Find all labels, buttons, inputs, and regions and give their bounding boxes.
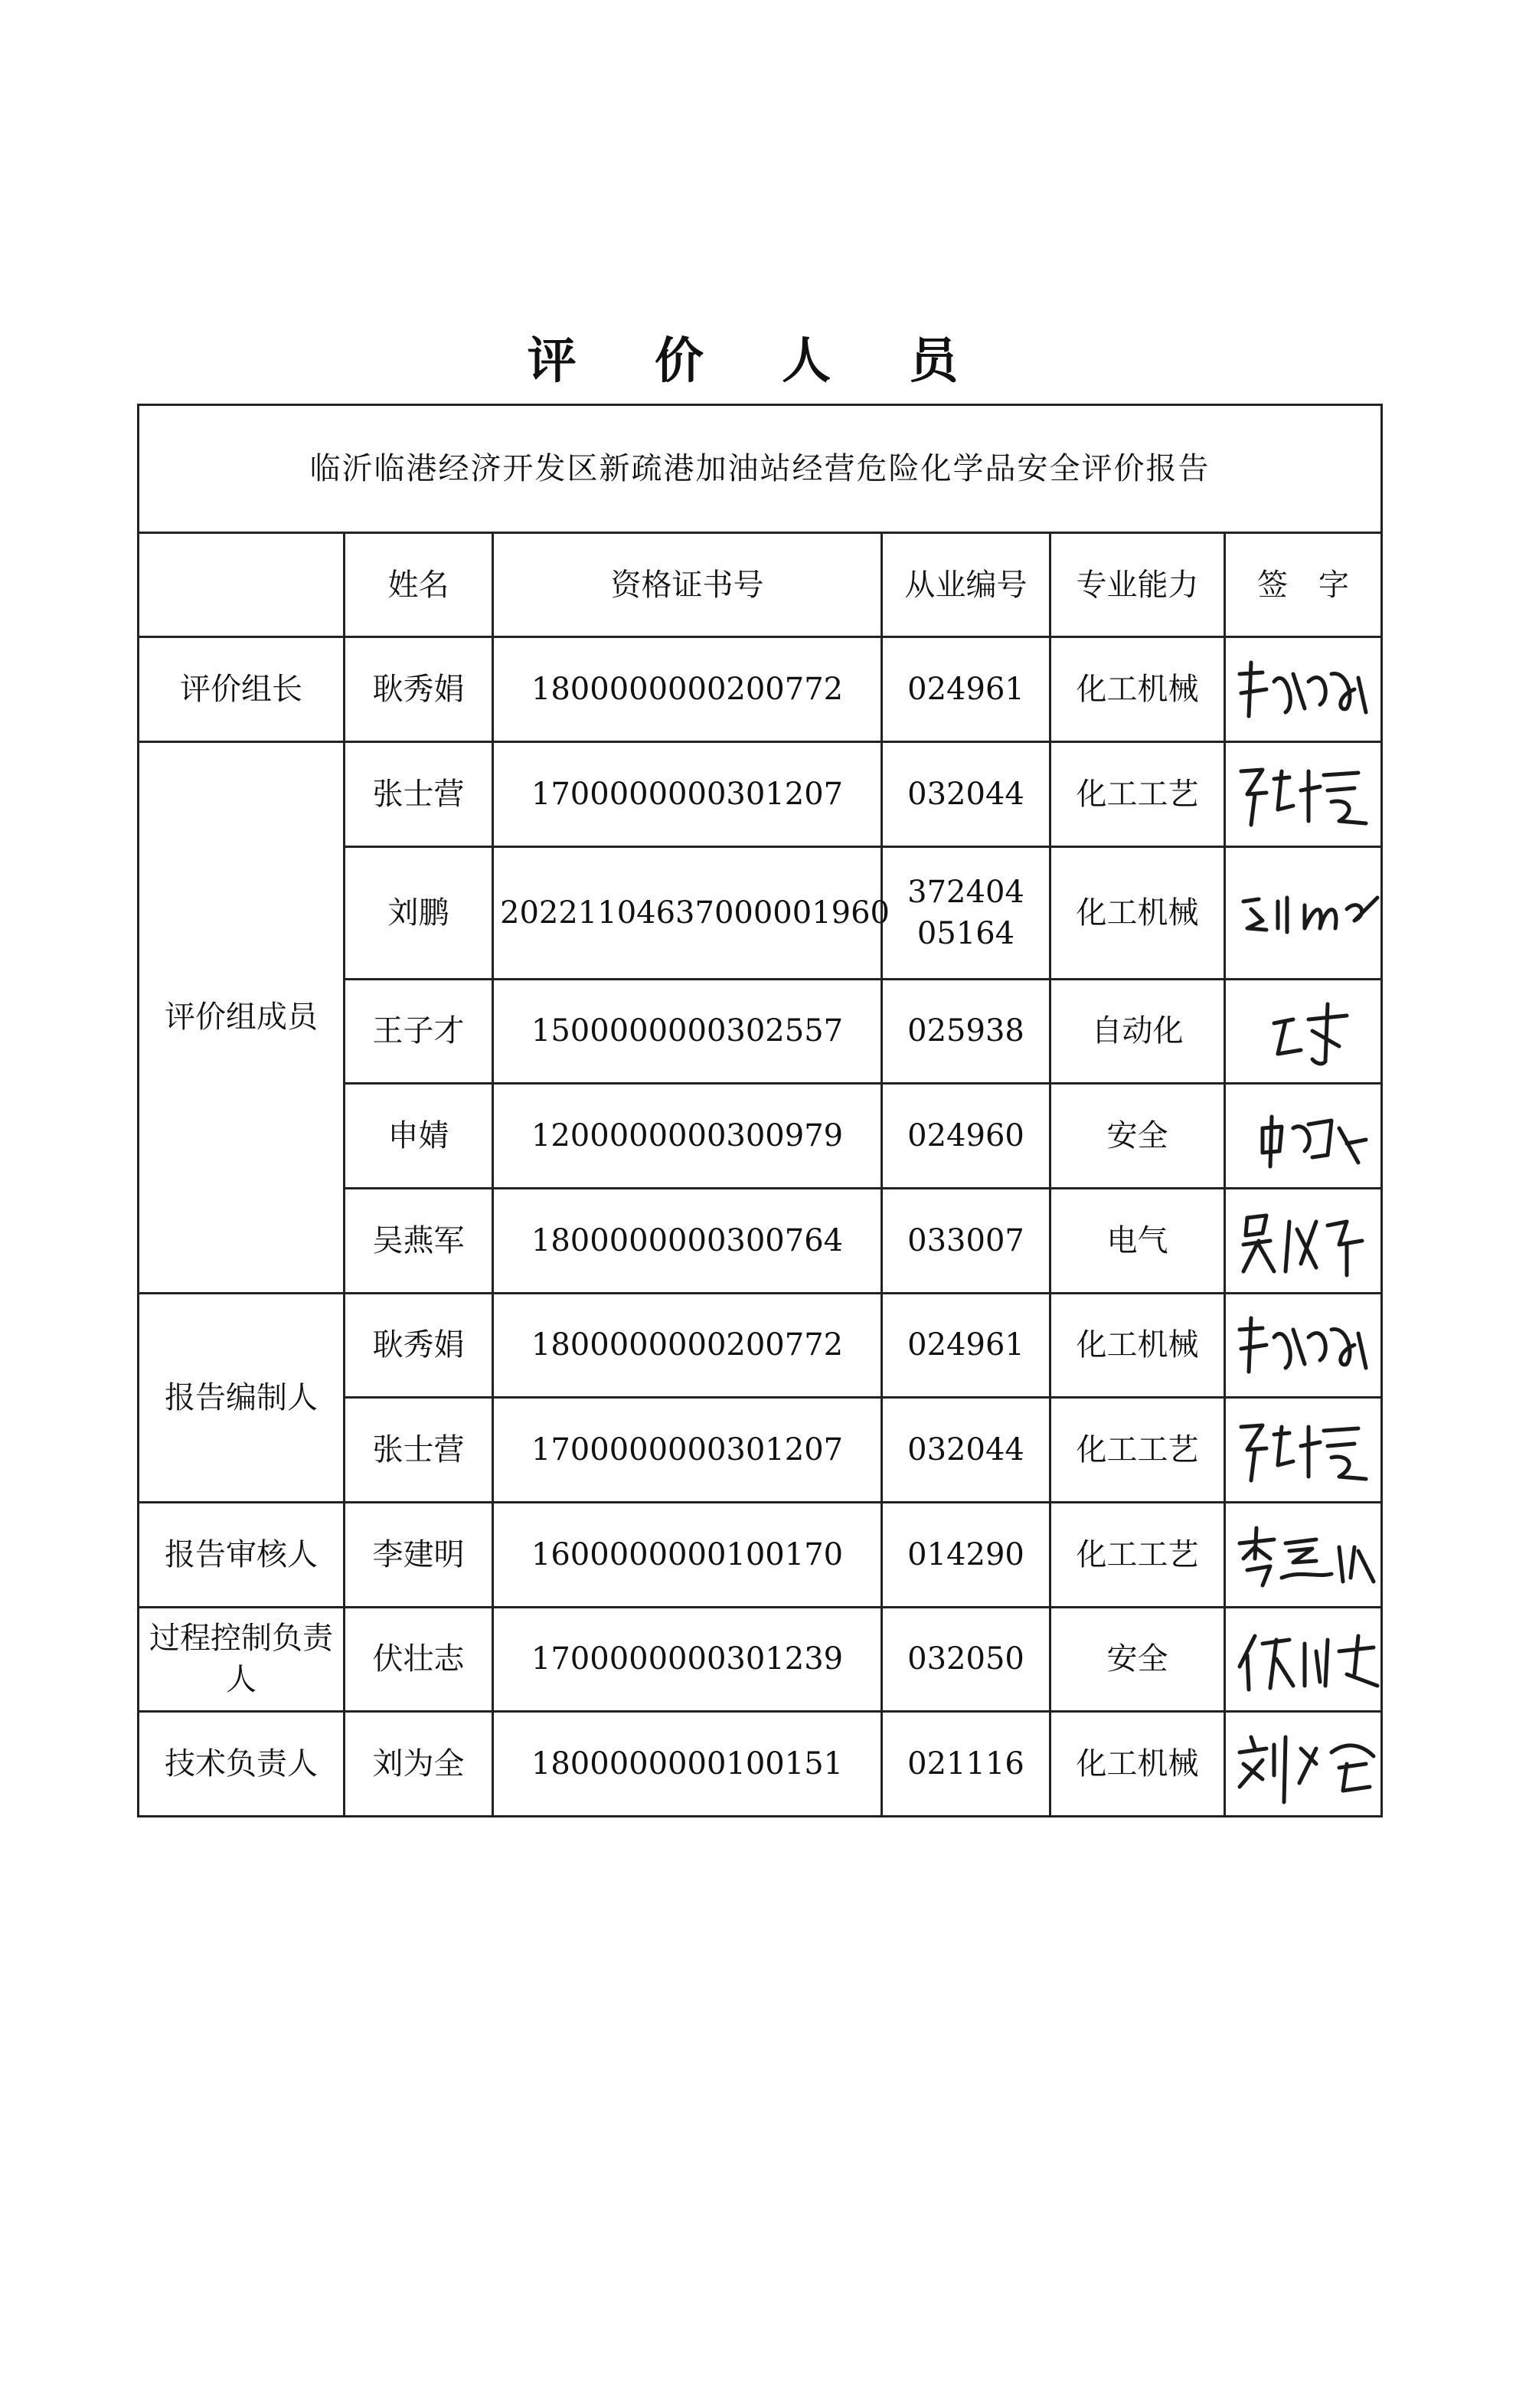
signature-cell (1225, 742, 1382, 847)
handwritten-signature-icon (1232, 1722, 1385, 1806)
header-cert: 资格证书号 (493, 532, 882, 637)
practice-line-2: 05164 (916, 915, 1015, 951)
cell-practice: 014290 (882, 1502, 1050, 1607)
cell-cert: 1700000000301239 (493, 1607, 882, 1712)
cell-practice: 024961 (882, 637, 1050, 742)
handwritten-signature-icon (1232, 756, 1377, 833)
cell-specialty: 化工机械 (1050, 1293, 1225, 1398)
signature-cell (1225, 1293, 1382, 1398)
table-row (139, 637, 1382, 742)
role-author: 报告编制人 (139, 1293, 345, 1502)
cell-cert: 1800000000200772 (493, 1293, 882, 1398)
page-title: 评 价 人 员 (527, 332, 989, 390)
table-row (139, 742, 1382, 847)
cell-cert: 20221104637000001960 (493, 846, 882, 979)
signature-cell (1225, 1502, 1382, 1607)
cell-practice: 032044 (882, 742, 1050, 847)
cell-practice: 033007 (882, 1188, 1050, 1293)
cell-specialty: 化工工艺 (1050, 1502, 1225, 1607)
cell-name: 张士营 (345, 742, 493, 847)
cell-cert: 1800000000100151 (493, 1712, 882, 1817)
cell-name: 申婧 (345, 1084, 493, 1189)
cell-practice (882, 846, 1050, 979)
cell-name: 王子才 (345, 979, 493, 1084)
table-row (139, 1712, 1382, 1817)
handwritten-signature-icon (1232, 1412, 1377, 1488)
role-leader: 评价组长 (139, 637, 345, 742)
cell-cert: 1700000000301207 (493, 742, 882, 847)
handwritten-signature-icon (1232, 1307, 1377, 1383)
handwritten-signature-icon (1232, 1098, 1377, 1174)
evaluation-personnel-table (137, 404, 1383, 1817)
cell-name: 刘为全 (345, 1712, 493, 1817)
handwritten-signature-icon (1232, 1516, 1385, 1593)
role-tech: 技术负责人 (139, 1712, 345, 1817)
cell-name: 张士营 (345, 1398, 493, 1503)
cell-cert: 1200000000300979 (493, 1084, 882, 1189)
cell-specialty: 电气 (1050, 1188, 1225, 1293)
cell-practice: 024961 (882, 1293, 1050, 1398)
handwritten-signature-icon (1232, 989, 1377, 1073)
table-row (139, 1502, 1382, 1607)
cell-name: 伏壮志 (345, 1607, 493, 1712)
cell-cert: 1600000000100170 (493, 1502, 882, 1607)
cell-practice: 024960 (882, 1084, 1050, 1189)
cell-specialty: 安全 (1050, 1084, 1225, 1189)
role-reviewer: 报告审核人 (139, 1502, 345, 1607)
header-row (139, 532, 1382, 637)
table-row (139, 1607, 1382, 1712)
cell-name: 刘鹏 (345, 846, 493, 979)
cell-name: 李建明 (345, 1502, 493, 1607)
header-role (139, 532, 345, 637)
cell-specialty: 化工机械 (1050, 637, 1225, 742)
signature-cell (1225, 1607, 1382, 1712)
signature-cell (1225, 846, 1382, 979)
cell-cert: 1500000000302557 (493, 979, 882, 1084)
cell-practice: 021116 (882, 1712, 1050, 1817)
cell-specialty: 自动化 (1050, 979, 1225, 1084)
cell-specialty: 安全 (1050, 1607, 1225, 1712)
practice-line-1: 372404 (907, 874, 1024, 910)
cell-cert: 1800000000300764 (493, 1188, 882, 1293)
cell-name: 耿秀娟 (345, 637, 493, 742)
report-title-row (139, 405, 1382, 533)
table-row (139, 1293, 1382, 1398)
cell-practice: 025938 (882, 979, 1050, 1084)
report-title: 临沂临港经济开发区新疏港加油站经营危险化学品安全评价报告 (139, 405, 1382, 533)
cell-practice: 032050 (882, 1607, 1050, 1712)
header-signature: 签 字 (1225, 532, 1382, 637)
cell-specialty: 化工工艺 (1050, 742, 1225, 847)
signature-cell (1225, 637, 1382, 742)
signature-cell (1225, 1398, 1382, 1503)
signature-cell (1225, 1712, 1382, 1817)
handwritten-signature-icon (1232, 1199, 1377, 1283)
handwritten-signature-icon (1232, 875, 1385, 951)
cell-cert: 1800000000200772 (493, 637, 882, 742)
cell-name: 吴燕军 (345, 1188, 493, 1293)
handwritten-signature-icon (1232, 651, 1377, 728)
cell-specialty: 化工机械 (1050, 846, 1225, 979)
cell-practice: 032044 (882, 1398, 1050, 1503)
cell-specialty: 化工工艺 (1050, 1398, 1225, 1503)
signature-cell (1225, 1084, 1382, 1189)
cell-name: 耿秀娟 (345, 1293, 493, 1398)
cell-cert: 1700000000301207 (493, 1398, 882, 1503)
header-name: 姓名 (345, 532, 493, 637)
signature-cell (1225, 1188, 1382, 1293)
signature-cell (1225, 979, 1382, 1084)
cell-specialty: 化工机械 (1050, 1712, 1225, 1817)
handwritten-signature-icon (1232, 1621, 1385, 1697)
header-specialty: 专业能力 (1050, 532, 1225, 637)
header-practice: 从业编号 (882, 532, 1050, 637)
role-members: 评价组成员 (139, 742, 345, 1293)
role-process: 过程控制负责人 (139, 1607, 345, 1712)
